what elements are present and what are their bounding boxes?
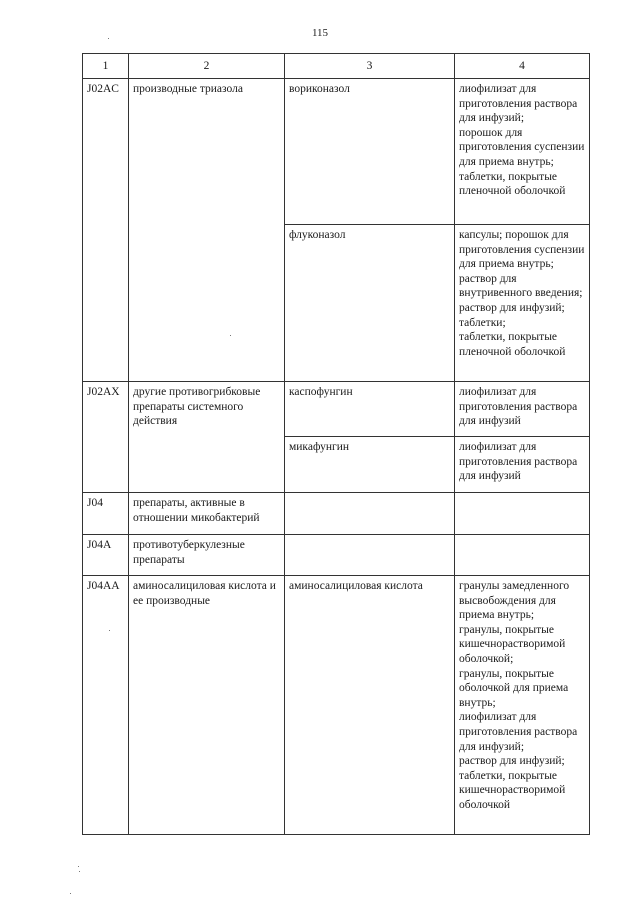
dosage-forms <box>455 493 590 535</box>
dosage-forms: гранулы замедленного высвобождения для приема внутрь; гранулы, покрытые кишечнорастворимой оболочкой; гранулы, покрытые оболочкой для приема внутрь; лиофилизат для приготовления раствора для инфузий; раствор для инфузий; таблетки, покрытые кишечнорастворимой оболочкой <box>455 576 590 835</box>
scan-speck <box>109 630 110 631</box>
table-header-row <box>83 54 590 79</box>
atc-group: препараты, активные в отношении микобактерий <box>129 493 285 535</box>
atc-group: противотуберкулезные препараты <box>129 535 285 576</box>
table-row <box>83 576 590 835</box>
column-header-forms: 4 <box>455 54 590 79</box>
drug-table <box>82 53 590 835</box>
atc-group: другие противогрибковые препараты системного действия <box>129 382 285 493</box>
atc-code: J04A <box>83 535 129 576</box>
scan-speck <box>78 866 79 867</box>
dosage-forms: капсулы; порошок для приготовления суспензии для приема внутрь; раствор для внутривенного введения; раствор для инфузий; таблетки; таблетки, покрытые пленочной оболочкой <box>455 225 590 382</box>
atc-code: J02AC <box>83 79 129 382</box>
scan-speck <box>70 893 71 894</box>
drug-name: вориконазол <box>285 79 455 225</box>
drug-name: микафунгин <box>285 437 455 493</box>
column-header-code: 1 <box>83 54 129 79</box>
dosage-forms <box>455 535 590 576</box>
dosage-forms: лиофилизат для приготовления раствора для инфузий; порошок для приготовления суспензии для приема внутрь; таблетки, покрытые пленочной оболочкой <box>455 79 590 225</box>
atc-code: J04AA <box>83 576 129 835</box>
drug-name: каспофунгин <box>285 382 455 437</box>
atc-code: J02AX <box>83 382 129 493</box>
table-row <box>83 382 590 437</box>
table-row <box>83 535 590 576</box>
table-row <box>83 493 590 535</box>
scan-speck <box>230 335 231 336</box>
column-header-drug: 3 <box>285 54 455 79</box>
column-header-group: 2 <box>129 54 285 79</box>
dosage-forms: лиофилизат для приготовления раствора для инфузий <box>455 437 590 493</box>
scan-speck <box>79 871 80 872</box>
atc-group: аминосалициловая кислота и ее производные <box>129 576 285 835</box>
drug-name <box>285 535 455 576</box>
atc-code: J04 <box>83 493 129 535</box>
page-number: 115 <box>311 27 329 39</box>
scan-speck <box>108 38 109 39</box>
drug-name: флуконазол <box>285 225 455 382</box>
dosage-forms: лиофилизат для приготовления раствора для инфузий <box>455 382 590 437</box>
atc-group: производные триазола <box>129 79 285 382</box>
table-row <box>83 79 590 225</box>
drug-name <box>285 493 455 535</box>
drug-name: аминосалициловая кислота <box>285 576 455 835</box>
